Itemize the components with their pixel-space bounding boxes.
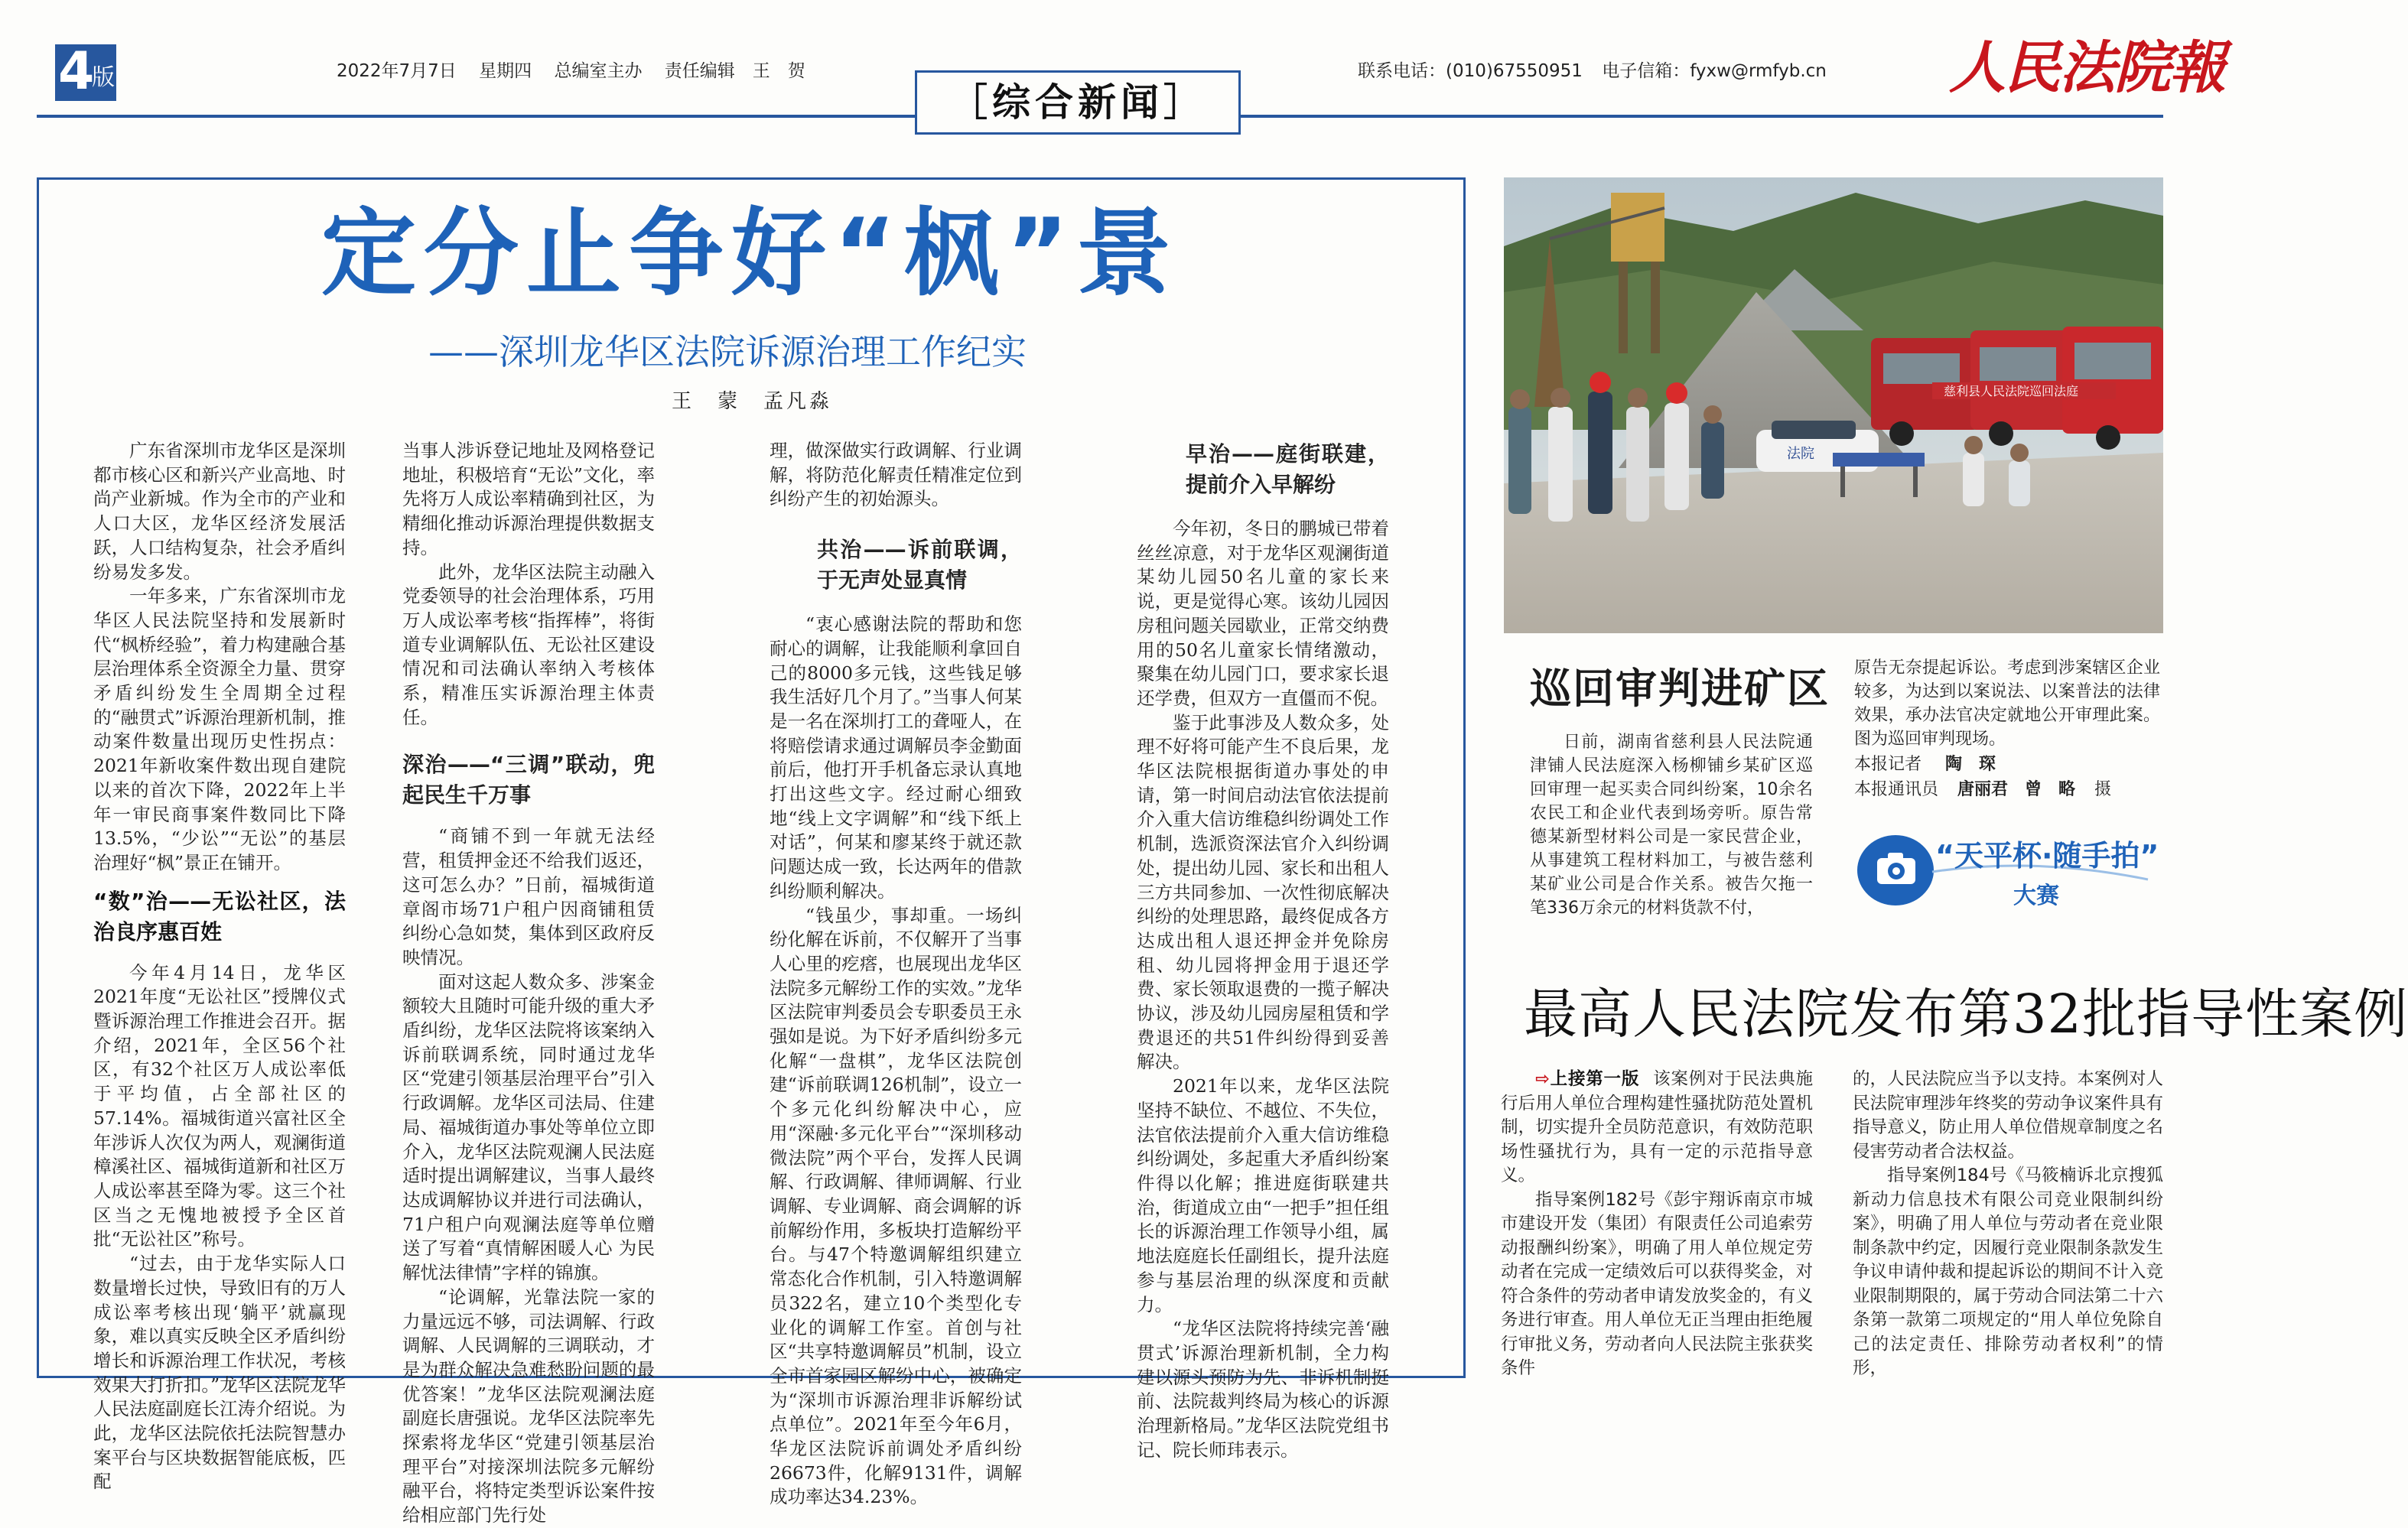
article-column-4 bbox=[1137, 439, 1389, 1462]
issue-date: 2022年7月7日 bbox=[337, 61, 457, 81]
section-title: ［综合新闻］ bbox=[915, 70, 1241, 135]
credit-role: 本报记者 bbox=[1854, 755, 1922, 774]
credit-name: 陶 琛 bbox=[1945, 755, 1996, 774]
contest-subtitle: 大赛 bbox=[2013, 883, 2059, 909]
paragraph: 一年多来，广东省深圳市龙华区人民法院坚持和发展新时代“枫桥经验”，着力构建融合基层治理体系全资源全力量、贯穿矛盾纠纷发生全周期全过程的“融贯式”诉源治理新机制，推动案件数量出现历史性拐点：2021年新收案件数出现自建院以来的首次下降，2022年上半年一审民商事案件数同比下降13.5%，“少讼”“无讼”的基层治理好“枫”景正在铺开。 bbox=[93, 585, 346, 873]
header-contact bbox=[1358, 57, 1827, 82]
mining-site-photo bbox=[1504, 177, 2163, 633]
paragraph: “衷心感谢法院的帮助和您耐心的调解，让我能顺利拿回自己的8000多元钱，这些钱足够我生活好几个月了。”当事人何某是一名在深圳打工的聋哑人，在将赔偿请求通过调解员李金勤面前后，他打开手机备忘录认真地打出这些文字。经过耐心细致地“线上文字调解”和“线下纸上对话”，何某和廖某终于就还款问题达成一致，长达两年的借款纠纷顺利解决。 bbox=[770, 613, 1022, 902]
photo-caption bbox=[1530, 730, 1813, 920]
banner-text: 慈利县人民法院巡回法庭 bbox=[1944, 384, 2079, 398]
paragraph: 当事人涉诉登记地址及网格登记地址，积极培育“无讼”文化，率先将万人成讼率精确到社区，为精细化推动诉源治理提供数据支持。 bbox=[402, 440, 655, 558]
car-label: 法院 bbox=[1787, 446, 1814, 462]
caption-text-cont: 原告无奈提起诉讼。考虑到涉案辖区企业较多，为达到以案说法、以案普法的法律效果，承办法官决定就地公开审理此案。图为巡回审判现场。 bbox=[1854, 658, 2160, 749]
credit-role: 本报通讯员 bbox=[1854, 780, 1939, 799]
photo-credit-2 bbox=[1854, 778, 2160, 801]
jump-label bbox=[1535, 1069, 1639, 1089]
paragraph: “龙华区法院将持续完善‘融贯式’诉源治理新机制，全力构建以源头预防为先、非诉机制挺前、法院裁判终局为核心的诉源治理新格局。”龙华区法院党组书记、院长师玮表示。 bbox=[1137, 1318, 1389, 1461]
contact-phone: 联系电话：(010)67550951 bbox=[1358, 61, 1583, 81]
paragraph: “论调解，光靠法院一家的力量远远不够，司法调解、行政调解、人民调解的三调联动，才是为群众解决急难愁盼问题的最优答案！”龙华区法院观澜法庭副庭长唐强说。龙华区法院率先探索将龙华区“党建引领基层治理平台”对接深圳法院多元解纷融平台，将特定类型诉讼案件按给相应部门先行处 bbox=[402, 1286, 655, 1526]
paragraph: 今年初，冬日的鹏城已带着丝丝凉意，对于龙华区观澜街道某幼儿园50名儿童的家长来说，更是觉得心寒。该幼儿园因房租问题关园歇业，正常交纳费用的50名儿童家长情绪激动，聚集在幼儿园门口，要求家长退还学费，但双方一直僵而不倪。 bbox=[1137, 518, 1389, 709]
photo-caption-cont bbox=[1854, 656, 2160, 801]
paragraph: “商铺不到一年就无法经营，租赁押金还不给我们返还，这可怎么办？”日前，福城街道章阁市场71户租户因商铺租赁纠纷心急如焚，集体到区政府反映情况。 bbox=[402, 825, 655, 968]
arrow-right-icon: ⇨ bbox=[1535, 1069, 1550, 1089]
issue-weekday: 星期四 bbox=[479, 61, 532, 81]
section-heading: 深治——“三调”联动，兜起民生千万事 bbox=[402, 752, 655, 808]
paragraph: 此外，龙华区法院主动融入党委领导的社会治理体系，巧用万人成讼率考核“指挥棒”，将街道专业调解队伍、无讼社区建设情况和司法确认率纳入考核体系，精准压实诉源治理主体责任。 bbox=[402, 561, 655, 728]
jump-paragraph: 该案例对于民法典施行后用人单位合理构建性骚扰防范处置机制，切实提升全员防范意识，有效防范职场性骚扰行为，具有一定的示范指导意义。 bbox=[1501, 1069, 1813, 1185]
article-column-2 bbox=[402, 439, 655, 1528]
guiding-cases-column-1 bbox=[1501, 1068, 1813, 1381]
article-column-3 bbox=[770, 439, 1022, 1510]
paragraph: 2021年以来，龙华区法院坚持不缺位、不越位、不失位，法官依法提前介入重大信访维稳纠纷调处，多起重大矛盾纠纷案件得以化解；推进庭街联建共治，街道成立由“一把手”担任组长的诉源治理工作领导小组，属地法庭庭长任副组长，提升法庭参与基层治理的纵深度和贡献力。 bbox=[1137, 1075, 1389, 1315]
page-suffix: 版 bbox=[92, 64, 115, 91]
paragraph: 广东省深圳市龙华区是深圳都市核心区和新兴产业高地、时尚产业新城。作为全市的产业和人口大区，龙华区经济发展活跃，人口结构复杂，社会矛盾纠纷易发多发。 bbox=[93, 440, 346, 583]
credit-suffix: 摄 bbox=[2094, 780, 2112, 799]
organizer: 总编室主办 bbox=[554, 61, 643, 81]
contest-title: “天平杯·随手拍” bbox=[1935, 839, 2159, 873]
masthead-logo: 人民法院報 bbox=[1949, 35, 2224, 101]
paragraph: 理，做深做实行政调解、行业调解，将防范化解责任精准定位到纠纷产生的初始源头。 bbox=[770, 440, 1022, 510]
section-heading: 共治——诉前联调，于无声处显真情 bbox=[817, 537, 1022, 593]
paragraph: 今年4月14日，龙华区2021年度“无讼社区”授牌仪式暨诉源治理工作推进会召开。据介绍，2021年，全区56个社区，有32个社区万人成讼率低于平均值，占全部社区的57.14%。福城街道兴富社区全年涉诉人次仅为两人，观澜街道樟溪社区、福城街道新和社区万人成讼率甚至降为零。这三个社区当之无愧地被授予全区首批“无讼社区”称号。 bbox=[93, 961, 346, 1250]
paragraph: 的，人民法院应当予以支持。本案例对人民法院审理涉年终奖的劳动争议案件具有指导意义，防止用人单位借规章制度之名侵害劳动者合法权益。 bbox=[1853, 1069, 2163, 1162]
paragraph: 鉴于此事涉及人数众多，处理不好将可能产生不良后果，龙华区法院根据街道办事处的申请，第一时间启动法官依法提前介入重大信访维稳纠纷调处工作机制，选派资深法官介入纠纷调处，提出幼儿园、家长和出租人三方共同参加、一次性彻底解决纠纷的处理思路，最终促成各方达成出租人退还押金并免除房租、幼儿园将押金用于退还学费、家长领取退费的一揽子解决协议，涉及幼儿园房屋租赁和学费退还的共51件纠纷得到妥善解决。 bbox=[1137, 711, 1389, 1073]
paragraph bbox=[1501, 1068, 1813, 1188]
paragraph: 指导案例184号《马筱楠诉北京搜狐新动力信息技术有限公司竞业限制纠纷案》，明确了用人单位与劳动者在竞业限制条款中约定，因履行竞业限制条款发生争议申请仲裁和提起诉讼的期间不计入竞业限制期限的，属于劳动合同法第二十六条第一款第二项规定的“用人单位免除自己的法定责任、排除劳动者权利”的情形， bbox=[1853, 1166, 2163, 1378]
paragraph: 指导案例182号《彭宇翔诉南京市城市建设开发（集团）有限责任公司追索劳动报酬纠纷案》，明确了用人单位规定劳动者在完成一定绩效后可以获得奖金，对符合条件的劳动者申请发放奖金的，有义务进行审查。用人单位无正当理由拒绝履行审批义务，劳动者向人民法院主张获奖条件 bbox=[1501, 1189, 1813, 1378]
news-photo bbox=[1504, 177, 2163, 633]
article-subheadline: ——深圳龙华区法院诉源治理工作纪实 bbox=[428, 331, 1027, 372]
paragraph: “过去，由于龙华实际人口数量增长过快，导致旧有的万人成讼率考核出现‘躺平’就赢现象，难以真实反映全区矛盾纠纷增长和诉源治理工作状况，考核效果大打折扣。”龙华区法院龙华人民法庭副庭长江涛介绍说。为此，龙华区法院依托法院智慧办案平台与区块数据智能底板，匹配 bbox=[93, 1253, 346, 1493]
header-info bbox=[337, 57, 822, 82]
contact-email: 电子信箱：fyxw@rmfyb.cn bbox=[1602, 61, 1827, 81]
article-byline: 王 蒙 孟凡淼 bbox=[672, 390, 833, 413]
photo-story-title: 巡回审判进矿区 bbox=[1530, 664, 1830, 713]
caption-text: 日前，湖南省慈利县人民法院通津铺人民法庭深入杨柳铺乡某矿区巡回审理一起买卖合同纠纷案，10余名农民工和企业代表到场旁听。原告常德某新型材料公司是一家民营企业，从事建筑工程材料加工，与被告慈利某矿业公司是合作关系。被告欠拖一笔336万余元的材料货款不付， bbox=[1530, 733, 1813, 918]
page-number: 4 bbox=[58, 41, 95, 102]
section-heading: “数”治——无讼社区，法治良序惠百姓 bbox=[93, 888, 346, 944]
jump-text: 上接第一版 bbox=[1549, 1069, 1640, 1089]
guiding-cases-column-2 bbox=[1853, 1068, 2163, 1381]
section-heading: 早治——庭街联建，提前介入早解纷 bbox=[1186, 441, 1389, 497]
photo-credit-1 bbox=[1854, 753, 2160, 776]
paragraph: 面对这起人数众多、涉案金额较大且随时可能升级的重大矛盾纠纷，龙华区法院将该案纳入诉前联调系统，同时通过龙华区“党建引领基层治理平台”引入行政调解。龙华区司法局、住建局、福城街道办事处等单位立即介入，龙华区法院观澜人民法庭适时提出调解建议，当事人最终达成调解协议并进行司法确认，71户租户向观澜法庭等单位赠送了写着“真情解困暖人心 为民解忧法律情”字样的锦旗。 bbox=[402, 970, 655, 1284]
paragraph: “钱虽少，事却重。一场纠纷化解在诉前，不仅解开了当事人心里的疙瘩，也展现出龙华区法院多元解纷工作的实效。”龙华区法院审判委员会专职委员王永强如是说。为下好矛盾纠纷多元化解“一盘棋”，龙华区法院创建“诉前联调126机制”，设立一个多元化纠纷解决中心，应用“深融·多元化平台”“深圳移动微法院”两个平台，发挥人民调解、行政调解、律师调解、行业调解、专业调解、商会调解的诉前解纷作用，多板块打造解纷平台。与47个特邀调解组织建立常态化合作机制，引入特邀调解员322名，建立10个类型化专业化的调解工作室。首创与社区“共享特邀调解员”机制，设立全市首家园区解纷中心，被确定为“深圳市诉源治理非诉解纷试点单位”。2021年至今年6月，华龙区法院诉前调处矛盾纠纷26673件，化解9131件，调解成功率达34.23%。 bbox=[770, 904, 1022, 1508]
editor: 责任编辑 王 贺 bbox=[664, 61, 805, 81]
guiding-cases-headline: 最高人民法院发布第32批指导性案例 bbox=[1524, 983, 2408, 1045]
article-column-1 bbox=[93, 439, 346, 1494]
article-headline: 定分止争好“枫”景 bbox=[321, 199, 1179, 309]
credit-name: 唐丽君 曾 略 bbox=[1957, 780, 2076, 799]
page-number-badge bbox=[55, 41, 116, 102]
